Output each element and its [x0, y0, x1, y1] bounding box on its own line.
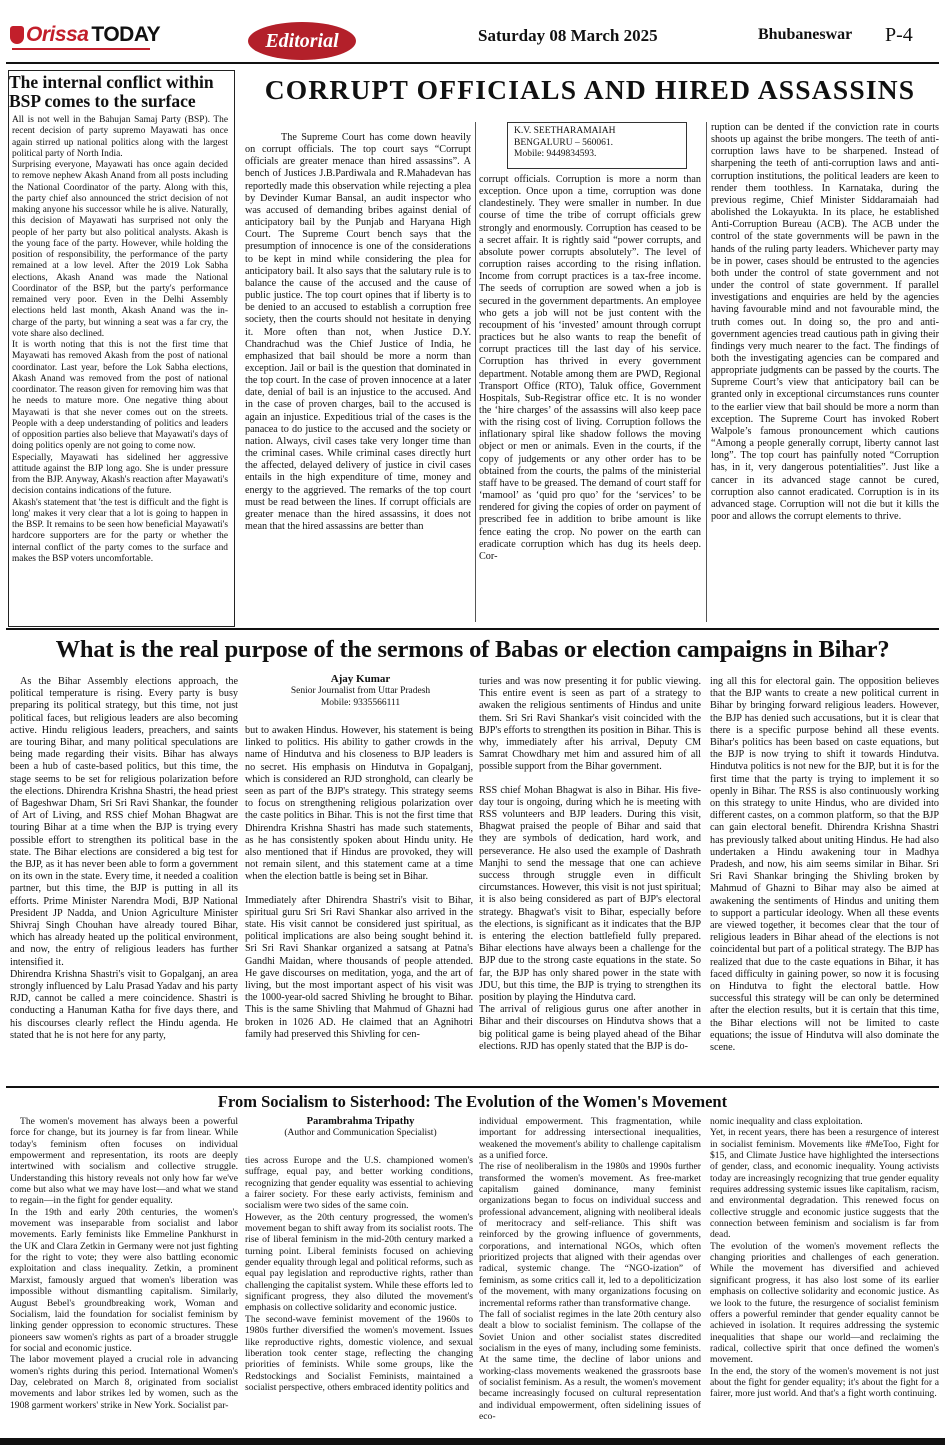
byline-city: BENGALURU – 560061.: [514, 137, 613, 148]
women-paragraph: nomic inequality and class exploitation.: [710, 1116, 863, 1127]
byline-role: Senior Journalist from Uttar Pradesh: [290, 685, 431, 696]
women-paragraph: However, as the 20th century progressed, the women's movement began to shift away from its socialist roots. The rise of liberal feminism in the mid-20th century marked a turning point. Liberal feminists focused on achieving gender equality through legal and political reforms, such as equal pay legislation and reproductive rights, rather than challenging the capitalist system. While these efforts led to significant progress, they also diluted the movement's emphasis on collective solidarity and economic justice.: [245, 1211, 473, 1314]
edition-city: Bhubaneswar: [758, 26, 853, 43]
byline-role: (Author and Communication Specialist): [284, 1127, 437, 1138]
section-tag-editorial: Editorial: [248, 22, 356, 60]
womens-byline: [248, 1116, 473, 1139]
corrupt-paragraph: The Supreme Court has come down heavily on corrupt officials. The top court says “Corrupt officials are greater menace than hired assassins”. A bench of Justices J.B.Pardiwala and R.Mahadevan has reportedly made this observation while rejecting a plea by Devinder Kumar Bansal, an audit inspector who was accused of demanding bribes against denial of anticipatory bail by the Punjab and Haryana High Court. The Supreme Court bench says that the presumption of innocence is one of the considerations to be kept in mind while considering the plea for anticipatory bail. It also says that the salutary rule is to balance the cause of the accused and the cause of public justice. The top court opines that if liberty is to be denied to an accused to establish a corruption free society, then the courts should not hesitate in denying it. More often than not, when Justice D.Y. Chandrachud was the Chief Justice of India, he emphasized that bail should be more a norm than exception. Jail or bail is the question that dominated in the top court. In the case of proven innocence at a later date, denial of bail is an injustice to the accused. And in the case of proven charges, bail to the accused is again an injustice. Expeditious trial of the cases is the panacea to do justice to the accused and the society or nation. Always, civil cases take very longer time than the criminal cases. While criminal cases directly hurt the affected, delayed delivery of justice in civil cases entails in the high expenditure of time, money and energy to the aggrieved. The remarks of the top court must be read between the lines. If corrupt officials are greater menace than the hired assassins, it does not mean that the hired assassins are better than: [245, 132, 471, 532]
byline-mobile: Mobile: 9449834593.: [514, 149, 597, 159]
logo-underline: [12, 48, 150, 50]
byline-author: Parambrahma Tripathy: [306, 1116, 415, 1127]
babas-paragraph: As the Bihar Assembly elections approach, the political temperature is rising. Every party is busy preparing its political strategy, but this time, not just political faces, but religious leaders are also becoming active. Hindu religious leaders, preachers, and saints are touring Bihar, and many political speculations are being made regarding their visits. Bihar has always been a hub of caste-based politics, but this time, the stage seems to be set for religious polarization before the elections. Dhirendra Krishna Shastri, the head priest of Bageshwar Dham, Sri Sri Ravi Shankar, the founder of Art of Living, and RSS chief Mohan Bhagwat are touring Bihar at a time when the BJP is trying every possible effort to strengthen its political base in the state. The Bihar elections are considered a big test for the BJP, as it has never been able to form a government on its own in the state. Every time, it needed a coalition partner, but this time, the BJP is putting in all its efforts. Prime Minister Narendra Modi, BJP National President JP Nadda, and Union Agriculture Minister Shivraj Singh Chouhan have already toured Bihar, which has already heated up the political environment, and now, the entry of religious leaders has further intensified it.: [10, 676, 238, 968]
page-bottom-rule: [0, 1438, 945, 1445]
babas-paragraph: Dhirendra Krishna Shastri's visit to Gopalganj, an area strongly influenced by Lalu Prasad Yadav and his party RJD, cannot be called a mere coincidence. Shastri is conducting a Hanuman Katha for five days there, and his discourses clearly reflect the Hindu agenda. He stated that he is not here for any party,: [10, 968, 238, 1041]
womens-movement-headline: From Socialism to Sisterhood: The Evolution of the Women's Movement: [217, 1092, 728, 1111]
women-column-2: [245, 1155, 473, 1438]
women-paragraph: In the end, the story of the women's movement is not just about the fight for gender equality; it's about the fight for a fairer, more just world. And that's a fight worth continuing.: [710, 1365, 939, 1400]
section-rule: [6, 628, 939, 630]
logo-map-icon: [10, 26, 24, 44]
babas-byline: [248, 674, 473, 709]
masthead: [0, 0, 945, 66]
page-number: P-4: [885, 24, 913, 46]
section-rule: [6, 1086, 939, 1088]
masthead-rule: [6, 62, 939, 64]
women-column-1: [10, 1116, 238, 1438]
women-paragraph: In the 19th and early 20th centuries, the women's movement was inseparable from socialist and labor movements. Early feminists like Emmeline Pankhurst in the UK and Clara Zetkin in Germany were not just fighting for the right to vote; they were also battling economic exploitation and class inequality. Zetkin, a prominent Marxist, famously argued that women's liberation was impossible without dismantling capitalism. Similarly, August Bebel's groundbreaking work, Woman and Socialism, laid the foundation for socialist feminism by linking gender oppression to economic structures. These pioneers saw women's rights as part of a broader struggle for social and economic justice.: [10, 1206, 238, 1354]
bsp-paragraph: It is worth noting that this is not the first time that Mayawati has removed Akash from the post of national coordinator. Last year, before the Lok Sabha elections, Akash Anand was removed from the post of national coordinator. The reason given for removing him was that he needs to mature more. One negative thing about Mayawati is that she never comes out on the streets. People with a deep understanding of politics and leaders of opposition parties also believe that Mayawati's days of doing politics openly are not going to come now.: [12, 340, 228, 452]
women-paragraph: The labor movement played a crucial role in advancing women's rights during this period. International Women's Day, celebrated on March 8, originated from socialist movements and labor strikes led by women, such as the 1908 garment workers' strike in New York. Socialist par-: [10, 1354, 238, 1411]
issue-date: Saturday 08 March 2025: [478, 26, 658, 45]
babas-paragraph: but to awaken Hindus. However, his statement is being linked to politics. His ability to gather crowds in the name of Hindutva and his closeness to BJP leaders is no secret. His emphasis on Hindutva in Gopalganj, which is considered an RJD stronghold, can clearly be seen as part of the BJP's strategy. This strategy seems to focus on strengthening religious polarization over the caste politics in Bihar. This is not the first time that Dhirendra Krishna Shastri has made such statements, as he has consistently spoken about Hindu unity. He also mentioned that if Hindus are provoked, they will not remain silent, and this statement came at a time when the election battle is being set in Bihar.: [245, 725, 473, 883]
corrupt-paragraph: ruption can be dented if the conviction rate in courts shoots up against the bribe mongers. The teeth of anti-corruption laws have to be sharpened. Instead of sharpening the teeth of anti-corruption laws and anti-corruption institutions, the political leaders are keen to render them toothless. In Karnataka, during the previous regime, Chief Minister Siddaramaiah had abolished the Lokayukta. In its place, he established Anti-Corruption Bureau (ACB). The ACB under the control of the state governments will be pawn in the hands of the ruling party leaders. Whichever party may be in power, cases should be entrusted to the agencies both under the control of state government and not under the control of state government. If parallel investigations and enquiries are held by the agencies having favourable mind and not favourable mind, the truth comes out. In doing so, the pro and anti-government agencies tread cautious path in giving their findings very much nearer to the fact. The findings of both the investigating agencies can be compared and appropriate judgments can be passed by the courts. The Supreme Court’s view that anticipatory bail can be granted only in exceptional circumstances runs counter to the earlier view that bail should be more a norm than exception. The Supreme Court has invoked Robert Walpole’s famous pronouncement which cautions “Among a people generally corrupt, liberty cannot last long”. The top court has painfully noted “Corruption has, in it, very dangerous potentialities”. Just like a cancer in its advanced stage cannot be cured, corruption also cannot eradicated. Corruption is in its advanced stage. Corruption will not die but it kills the poor and allows the corrupt elements to thrive.: [711, 122, 939, 522]
women-column-3: [479, 1116, 701, 1438]
babas-paragraph: turies and was now presenting it for public viewing. This entire event is seen as part of a strategy to awaken the religious sentiments of Hindus and unite them. Sri Sri Ravi Shankar's visit coincided with the BJP's efforts to strengthen its position in Bihar. This is why, immediately after his arrival, Deputy CM Samrat Chowdhary met him and assured him of all possible support from the Bihar government.: [479, 676, 701, 773]
corrupt-column-2: [479, 174, 701, 624]
bsp-headline: The internal conflict within BSP comes to the surface: [9, 72, 214, 111]
column-divider: [706, 122, 707, 622]
logo-text-today: TODAY: [91, 23, 161, 46]
byline-author: K.V. SEETHARAMAIAH: [514, 126, 616, 136]
women-paragraph: individual empowerment. This fragmentation, while important for addressing intersectional inequalities, weakened the movement's ability to challenge capitalism as a unified force.: [479, 1116, 701, 1162]
babas-paragraph: The arrival of religious gurus one after another in Bihar and their discourses on Hindutva shows that a big political game is being played ahead of the Bihar elections. RJD has openly stated that the BJP is do-: [479, 1004, 701, 1052]
women-paragraph: ties across Europe and the U.S. championed women's suffrage, equal pay, and better working conditions, recognizing that gender equality was essential to achieving a fairer society. For these early activists, feminism and socialism were two sides of the same coin.: [245, 1155, 473, 1212]
babas-paragraph: Immediately after Dhirendra Shastri's visit to Bihar, spiritual guru Sri Sri Ravi Shankar also arrived in the state. His visit cannot be considered just spiritual, as political implications are also being sought behind it. Sri Sri Ravi Shankar organized a satsang at Patna's Gandhi Maidan, where thousands of people attended. He gave discourses on meditation, yoga, and the art of living, but the most important aspect of his visit was the 1000-year-old sacred Shivling he brought to Bihar. This is the same Shivling that Mahmud of Ghazni had broken in 1026 AD. He claimed that an Agnihotri family had preserved this Shivling for cen-: [245, 894, 473, 1040]
bsp-paragraph: Especially, Mayawati has sidelined her aggressive attitude against the BJP long ago. She is under pressure from the BJP. Anyway, Akash's reaction after Mayawati's decision contains indications of the future.: [12, 452, 228, 497]
women-paragraph: The fall of socialist regimes in the late 20th century also dealt a blow to socialist feminism. The collapse of the Soviet Union and other socialist states discredited socialism in the eyes of many, including some feminists. At the same time, the decline of labor unions and working-class movements weakened the grassroots base of socialist feminism. As a result, the women's movement became increasingly focused on cultural representation and individual empowerment, often sidelining issues of eco-: [479, 1308, 701, 1422]
corrupt-paragraph: corrupt officials. Corruption is more a norm than exception. Once upon a time, corruption was done clandestinely. They were smaller in number. In due course of time the tribe of corrupt officials grew strongly and enormously. Corruption has ceased to be a secret affair. It is rightly said “power corrupts, and absolute power corrupts absolutely”. The level of corruption raises according to the rising inflation. Income from corrupt practices is a tax-free income. The seeds of corruption are sowed when a job is secured in the government departments. An employee who gets a job will not be just content with the recoupment of his ‘invested’ amount through corrupt practices but he also wants to reap the benefit of corrupt practices till the last day of his service. Corruption has thrived in every government department. Notable among them are PWD, Regional Transport Office (RTO), Taluk office, Government Hospitals, Sub-Registrar office etc. It is no wonder the ‘hire charges’ of the assassins will also keep pace with the rising cost of living. Corruption follows the inflationary spiral like shadow follows the moving object or men or animals. Even in the courts, if the copy of judgements or any other order has to be obtained from the courts, the palms of the ministerial staff have to be greased. The demand of court staff for ‘mamool’ as ‘quid pro quo’ for the ‘services’ to be rendered for giving the copies of order on payment of prescribed fee in addition to bribe amount is like fence eating the crop. No power on the earth can eradicate corruption which has dug its heels deep. Cor-: [479, 174, 701, 562]
corrupt-column-3: [711, 122, 939, 622]
bsp-paragraph: Surprising everyone, Mayawati has once again decided to remove nephew Akash Anand from all posts including the National Coordinator of the party. Along with this, the party chief also announced the strict decision of not making anyone his successor while he is alive. Naturally, this decision of Mayawati has surprised not only the people of her party but also political analysts. Akash is the young face of the party. However, while holding the position of responsibility, the performance of the party remained at a low level. After the 2019 Lok Sabha elections, Akash Anand was made the National Coordinator of the BSP, but the party's performance remained very poor. Even in the Delhi Assembly elections held last month, Akash Anand was the in-charge of the party, but winning a seat was a far cry, the vote share also declined.: [12, 160, 228, 339]
corrupt-column-1: [245, 132, 471, 622]
babas-paragraph: RSS chief Mohan Bhagwat is also in Bihar. His five-day tour is ongoing, during which he is meeting with RSS volunteers and BJP leaders. During this visit, Bhagwat praised the people of Bihar and said that they are symbols of dedication, hard work, and perseverance. He also used the example of Dashrath Manjhi to send the message that one can achieve success through struggle even in difficult circumstances. However, this visit is not just spiritual; it is also being considered as part of BJP's electoral strategy. Bhagwat's visit to Bihar, especially before the elections, is significant as it indicates that the BJP is entering the election battlefield fully prepared. Bihar elections have always been a challenge for the BJP due to the strong caste equations in the state. So far, the BJP has only shared power in the state with JDU, but this time, the BJP is trying to strengthen its position by playing the Hindutva card.: [479, 784, 701, 1004]
column-divider: [475, 122, 476, 622]
corrupt-byline-box: [507, 122, 687, 169]
women-paragraph: The rise of neoliberalism in the 1980s and 1990s further transformed the women's movement. As free-market capitalism gained dominance, many feminist organizations began to focus on individual success and professional advancement, aligning with neoliberal ideals of meritocracy and self-reliance. This shift was reinforced by the growing influence of governments, corporations, and international NGOs, which often prioritized projects that aligned with their agendas over radical, systemic change. The “NGO-ization” of feminism, as some critics call it, led to a depoliticization of the movement, with many organizations focusing on incremental reforms rather than transformative change.: [479, 1161, 701, 1309]
women-paragraph: The second-wave feminist movement of the 1960s to 1980s further diversified the women's movement. Issues like reproductive rights, domestic violence, and sexual liberation took center stage, reflecting the changing priorities of feminists. While some groups, like the Redstockings and Socialist Feminists, maintained a socialist perspective, others embraced identity politics and: [245, 1313, 473, 1393]
newspaper-logo[interactable]: [10, 20, 160, 50]
women-paragraph: The women's movement has always been a powerful force for change, but its journey is far from linear. While today's feminism often focuses on individual empowerment and representation, its roots are deeply intertwined with socialism and collective struggle. Understanding this history reveals not only how far we've come but also what we may have lost—and what we stand to regain—in the fight for gender equality.: [10, 1116, 238, 1207]
women-paragraph: Yet, in recent years, there has been a resurgence of interest in socialist feminism. Movements like #MeToo, Fight for $15, and Climate Justice have highlighted the intersections of gender, class, and economic inequality. Young activists today are increasingly recognizing that true gender equality requires addressing systemic issues like capitalism, racism, and environmental degradation. This renewed focus on collective struggle and economic justice suggests that the connection between feminism and socialism is far from dead.: [710, 1127, 939, 1241]
byline-mobile: Mobile: 9335566111: [320, 697, 401, 708]
bsp-paragraph: All is not well in the Bahujan Samaj Party (BSP). The recent decision of party supremo Mayawati has once again stirred up national politics along with the largest political party of North India.: [12, 115, 228, 159]
bsp-article-body: [12, 115, 228, 620]
babas-paragraph: ing all this for electoral gain. The opposition believes that the BJP wants to create a new political current in Bihar by bringing forward religious leaders. However, the BJP has denied such accusations, but it is clear that there is a specific purpose behind all these events. Bihar's politics has been based on caste equations, but the BJP is now trying to shift it towards Hindutva. Hindutva politics is not new for the BJP, but it is for the first time that the party is trying to implement it so openly in Bihar. The RSS is also continuously working on this strategy to unite Hindus, who are divided into different castes, on a common platform, so that the BJP can gain electoral benefit. Dhirendra Krishna Shastri has previously talked about uniting Hindus. He had also undertaken a Hindu awakening tour in Madhya Pradesh, and now, his aim seems similar in Bihar. Sri Sri Ravi Shankar bringing the Shivling broken by Mahmud of Ghazni to Bihar may also be aimed at awakening the sentiments of Hindus and uniting them to support a particular ideology. When all these events are viewed together, it becomes clear that the tour of religious leaders in Bihar ahead of the elections is not coincidental but part of a political strategy. The BJP has realized that due to the caste equations in Bihar, it has faced difficulty in gaining power, so now it is focusing on Hindutva to fight the electoral battle. How successful this strategy will be can only be determined after the election results, but it is certain that this time, the Bihar elections will not be limited to caste equations; the issue of Hindutva will also dominate the scene.: [710, 676, 939, 1054]
women-column-4: [710, 1116, 939, 1438]
logo-text-orissa: Orissa: [26, 23, 89, 46]
byline-author: Ajay Kumar: [330, 673, 391, 685]
corrupt-officials-headline: CORRUPT OFFICIALS AND HIRED ASSASSINS: [264, 74, 916, 105]
bsp-paragraph: Akash's statement that 'the test is difficult and the fight is long' makes it very clear that a lot is going to happen in the BSP. It remains to be seen how beneficial Mayawati's hardcore supporters are for the party or whether the internal conflict of the party comes to the surface and makes the BSP voters uncomfortable.: [12, 497, 228, 564]
babas-headline: What is the real purpose of the sermons of Babas or election campaigns in Bihar?: [55, 636, 890, 663]
women-paragraph: The evolution of the women's movement reflects the changing priorities and challenges of each generation. While the movement has diversified and achieved significant progress, it has also lost some of its earlier emphasis on collective solidarity and economic justice. As we look to the future, the resurgence of socialist feminism offers a powerful reminder that gender equality cannot be achieved in isolation. It requires addressing the systemic inequalities that shape our world—and reclaiming the radical, collective spirit that once defined the women's movement.: [710, 1240, 939, 1366]
